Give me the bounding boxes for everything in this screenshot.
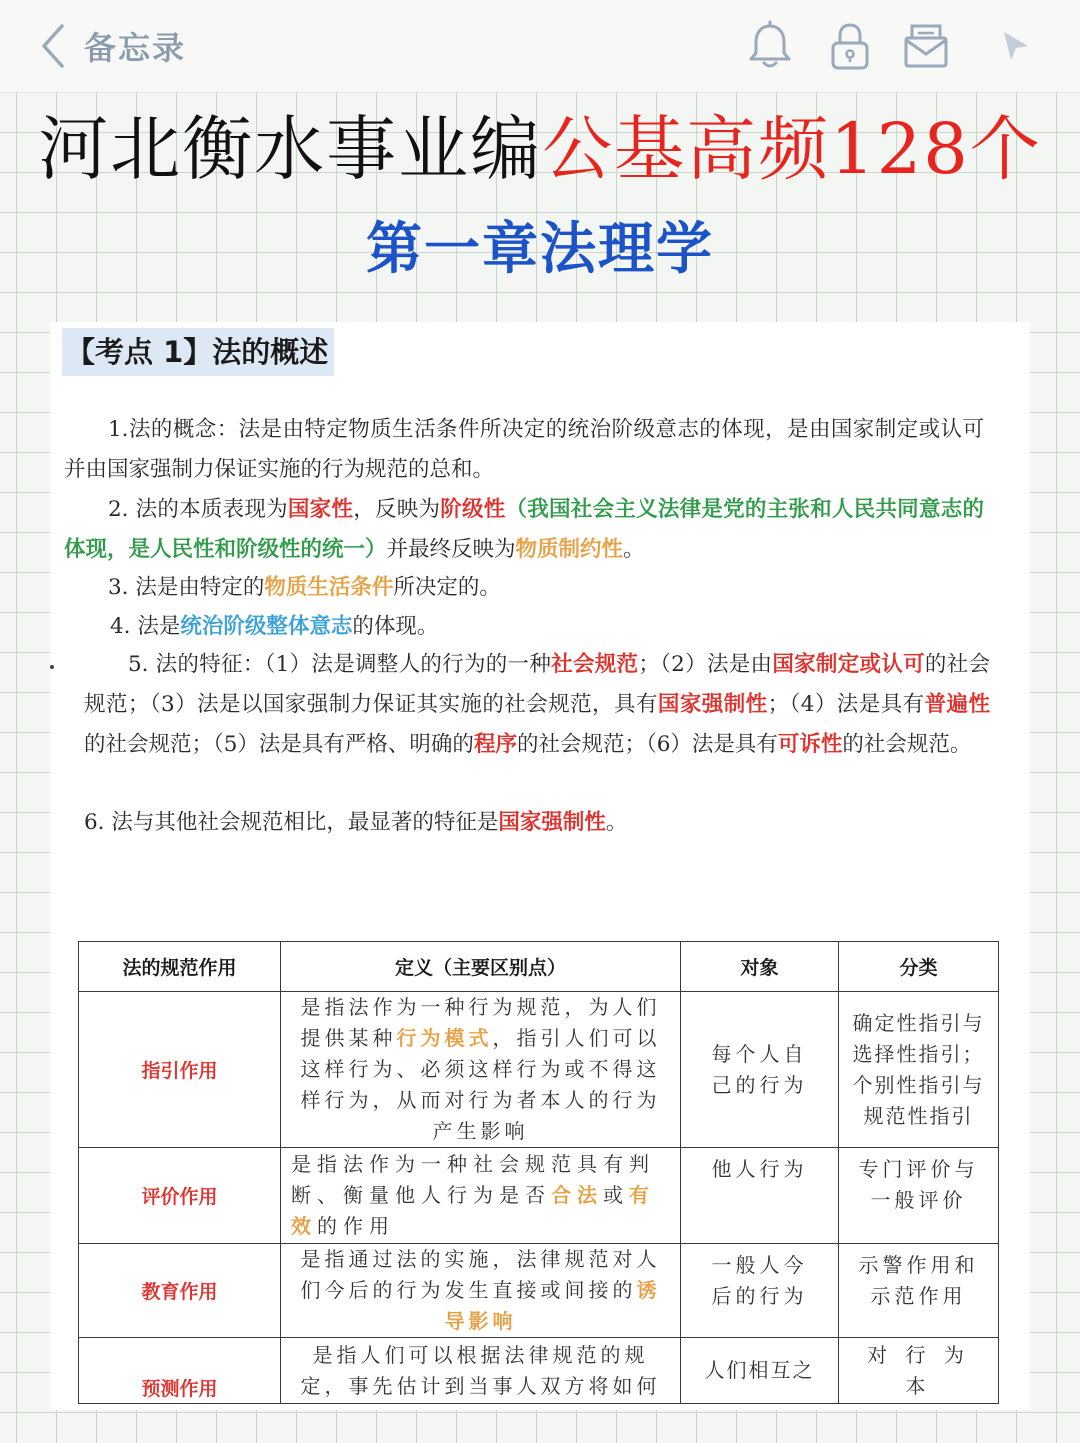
class-cell: 专门评价与一般评价 xyxy=(839,1148,999,1244)
definition-cell: 是指人们可以根据法律规范的规定，事先估计到当事人双方将如何 xyxy=(281,1338,681,1404)
definition-cell: 是指法作为一种行为规范，为人们提供某种行为模式，指引人们可以这样行为、必须这样行为或不得这样行为，从而对行为者本人的行为产生影响 xyxy=(281,992,681,1148)
main-title xyxy=(0,104,1080,194)
main-title-red: 公基高频128个 xyxy=(542,108,1042,190)
paragraph-3: 3. 法是由特定的物质生活条件所决定的。 xyxy=(108,575,501,600)
bell-button[interactable] xyxy=(744,20,796,72)
category-cell: 指引作用 xyxy=(79,992,281,1148)
table-header-cell: 对象 xyxy=(681,942,839,992)
paragraph-5: 5. 法的特征：（1）法是调整人的行为的一种社会规范；（2）法是由国家制定或认可的社会规范；（3）法是以国家强制力保证其实施的社会规范，具有国家强制性；（4）法是具有普遍性的社会规范；（5）法是具有严格、明确的程序的社会规范；（6）法是具有可诉性的社会规范。 xyxy=(84,652,990,757)
table-header-cell: 分类 xyxy=(839,942,999,992)
table-header-row xyxy=(79,942,999,992)
class-cell: 确定性指引与选择性指引；个别性指引与规范性指引 xyxy=(839,992,999,1148)
back-button[interactable] xyxy=(40,18,186,74)
norm-function-table xyxy=(78,941,999,1404)
lock-button[interactable] xyxy=(824,20,876,72)
send-button[interactable] xyxy=(994,20,1046,72)
class-cell: 示警作用和示范作用 xyxy=(839,1244,999,1338)
top-navigation-bar xyxy=(0,0,1080,93)
mail-button[interactable] xyxy=(900,20,952,72)
document-image xyxy=(50,322,1030,1410)
object-cell: 人们相互之 xyxy=(681,1338,839,1404)
back-chevron-icon xyxy=(40,22,66,70)
category-cell: 教育作用 xyxy=(79,1244,281,1338)
section-heading: 【考点 1】法的概述 xyxy=(62,328,334,376)
paragraph-6: 6. 法与其他社会规范相比，最显著的特征是国家强制性。 xyxy=(84,810,628,835)
table-row xyxy=(79,1338,999,1404)
bell-icon xyxy=(744,20,796,72)
mail-icon xyxy=(900,20,952,72)
category-cell: 评价作用 xyxy=(79,1148,281,1244)
back-label: 备忘录 xyxy=(84,29,187,67)
paragraph-1: 1.法的概念：法是由特定物质生活条件所决定的统治阶级意志的体现，是由国家制定或认可并由国家强制力保证实施的行为规范的总和。 xyxy=(64,417,984,482)
chapter-title: 第一章法理学 xyxy=(366,217,714,282)
lock-icon xyxy=(824,20,876,72)
table-row xyxy=(79,1148,999,1244)
margin-dot xyxy=(50,665,54,669)
definition-cell: 是指通过法的实施，法律规范对人们今后的行为发生直接或间接的诱导影响 xyxy=(281,1244,681,1338)
send-icon xyxy=(994,20,1046,72)
table-header-cell: 法的规范作用 xyxy=(79,942,281,992)
category-cell: 预测作用 xyxy=(79,1338,281,1404)
table-row xyxy=(79,1244,999,1338)
object-cell: 他人行为 xyxy=(681,1148,839,1244)
table-header-cell: 定义（主要区别点） xyxy=(281,942,681,992)
definition-cell: 是指法作为一种社会规范具有判断、衡量他人行为是否合法或有效的作用 xyxy=(281,1148,681,1244)
main-title-black: 河北衡水事业编 xyxy=(38,108,543,190)
paragraph-2: 2. 法的本质表现为国家性，反映为阶级性（我国社会主义法律是党的主张和人民共同意志的体现，是人民性和阶级性的统一）并最终反映为物质制约性。 xyxy=(64,497,984,562)
object-cell: 一般人今后的行为 xyxy=(681,1244,839,1338)
table-row xyxy=(79,992,999,1148)
class-cell: 对 行 为 本 xyxy=(839,1338,999,1404)
object-cell: 每个人自己的行为 xyxy=(681,992,839,1148)
paragraph-4: 4. 法是统治阶级整体意志的体现。 xyxy=(110,614,439,639)
